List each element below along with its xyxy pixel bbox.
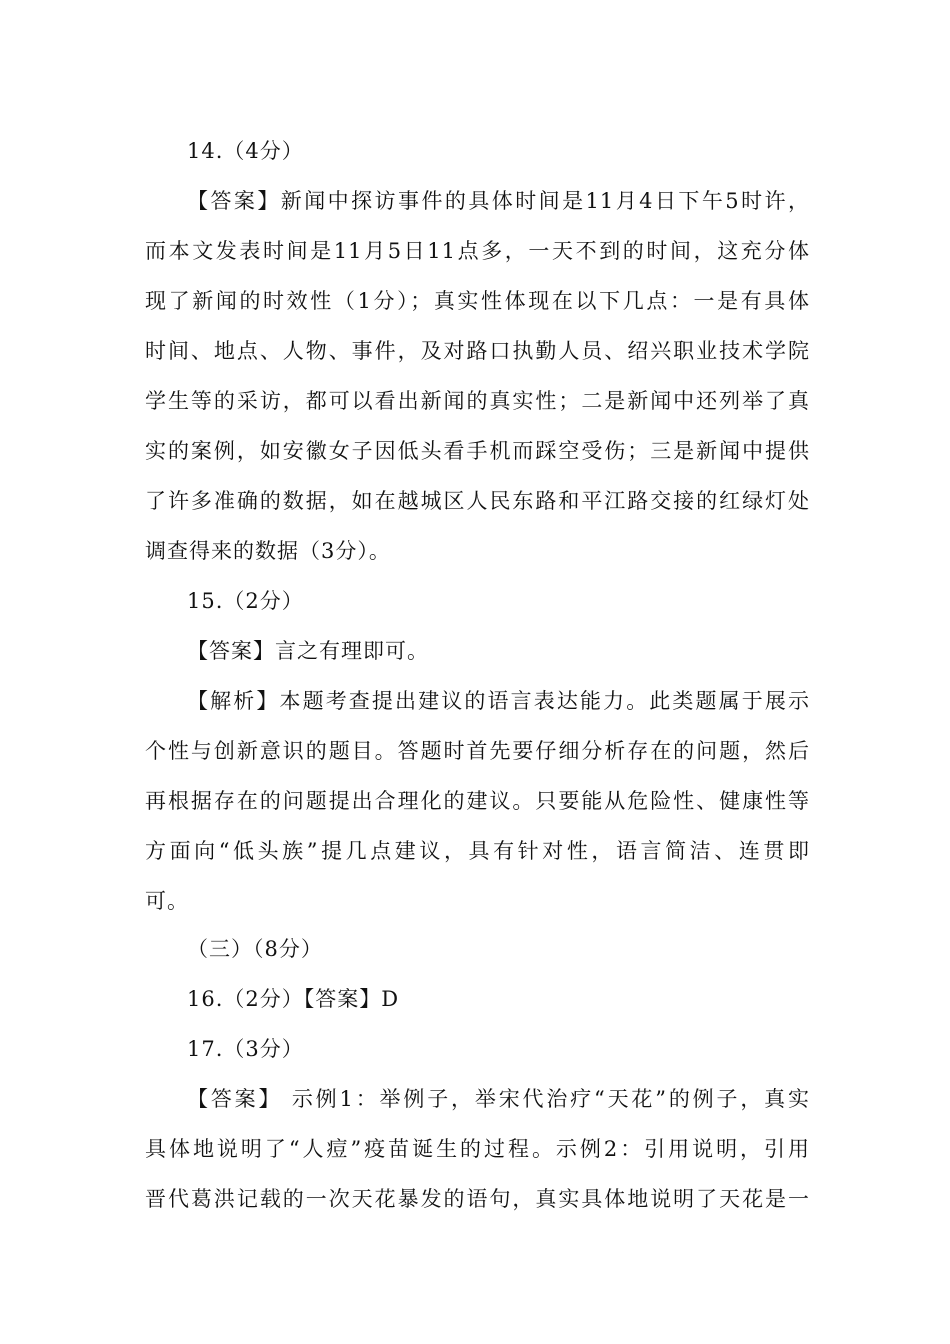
analysis-15-line-3: 再根据存在的问题提出合理化的建议。只要能从危险性、健康性等	[145, 789, 810, 813]
answer-17-line-2: 具体地说明了“人痘”疫苗诞生的过程。示例2：引用说明，引用	[145, 1137, 810, 1161]
question-14-heading: 14.（4分）	[187, 139, 304, 163]
answer-14-line-4: 时间、地点、人物、事件，及对路口执勤人员、绍兴职业技术学院	[145, 339, 810, 363]
answer-14-line-8: 调查得来的数据（3分）。	[145, 539, 391, 563]
analysis-15-line-1: 【解析】本题考查提出建议的语言表达能力。此类题属于展示	[187, 689, 810, 713]
answer-14-line-5: 学生等的采访，都可以看出新闻的真实性；二是新闻中还列举了真	[145, 389, 810, 413]
answer-17-line-1: 【答案】 示例1：举例子，举宋代治疗“天花”的例子，真实	[187, 1087, 810, 1111]
analysis-15-line-4: 方面向“低头族”提几点建议，具有针对性，语言简洁、连贯即	[145, 839, 810, 863]
answer-14-line-6: 实的案例，如安徽女子因低头看手机而踩空受伤；三是新闻中提供	[145, 439, 810, 463]
answer-14-line-7: 了许多准确的数据，如在越城区人民东路和平江路交接的红绿灯处	[145, 489, 810, 513]
analysis-15-line-2: 个性与创新意识的题目。答题时首先要仔细分析存在的问题，然后	[145, 739, 810, 763]
question-17-heading: 17.（3分）	[187, 1037, 304, 1061]
analysis-15-line-5: 可。	[145, 889, 189, 913]
answer-14-line-2: 而本文发表时间是11月5日11点多，一天不到的时间，这充分体	[145, 239, 810, 263]
answer-14-line-3: 现了新闻的时效性（1分）；真实性体现在以下几点：一是有具体	[145, 289, 810, 313]
answer-14-line-1: 【答案】新闻中探访事件的具体时间是11月4日下午5时许，	[187, 189, 810, 213]
section-3-heading: （三）（8分）	[187, 937, 323, 961]
question-16-answer: 16.（2分）【答案】D	[187, 987, 400, 1011]
question-15-heading: 15.（2分）	[187, 589, 304, 613]
answer-17-line-3: 晋代葛洪记载的一次天花暴发的语句，真实具体地说明了天花是一	[145, 1187, 810, 1211]
answer-15: 【答案】言之有理即可。	[187, 639, 429, 663]
